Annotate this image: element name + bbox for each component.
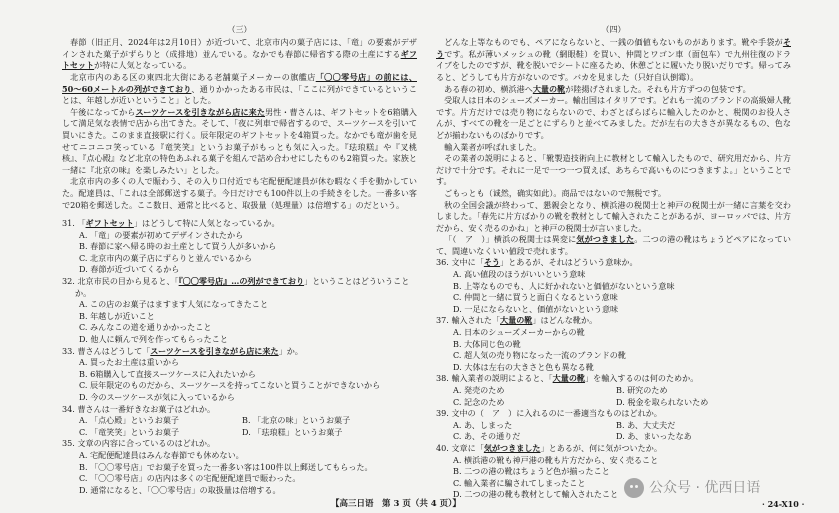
- answer-option-a: A. 横浜港の靴も神戸港の靴も片方だから、安く売ること: [453, 454, 659, 465]
- stem-text: 38. 輸入業者の説明によると、「: [436, 373, 553, 384]
- question-31: [62, 218, 417, 276]
- stem-text: 31. 「: [62, 218, 86, 229]
- answer-option-b: B. 大体同じ色の靴: [453, 338, 521, 349]
- question-37: [436, 315, 791, 373]
- answer-option-b: B. 上等なものでも、人に好かれないと価値がないという意味: [453, 280, 675, 291]
- passage-text: が特に人気となっている。: [94, 60, 192, 71]
- answer-option-b: B. 年越しが近いこと: [79, 310, 155, 321]
- passage-paragraph: [436, 153, 791, 188]
- answer-option-a: A. 「竜」の要素が初めてデザインされたから: [79, 229, 244, 240]
- answer-option-c: C. 超人気の売り物になった一流のブランドの靴: [453, 350, 626, 361]
- passage-text: 男性・曹さんは、ギフトセットを6箱購入して満足気な表情で店から出てきた。そして、「夜に列車で帰省するので、スーツケースを引いて買いにきた。このまま直接駅に行く。辰年限定のギフトセットを4箱買った。なかでも竜が歯を見せてニコニコ笑っている『竜笑笑』というお菓子がもっとも気に入った。『珐琅糕』や『叉桃核』、『点心殿』など北京の特色あふれる菓子を組んで詰め合わせにしたものも2箱買った。家族と一緒に『北京の味』を楽しみたい」とした。: [62, 106, 417, 175]
- answer-option-c: C. 北京市内の菓子店にずらりと並んでいるから: [79, 252, 252, 263]
- answer-option-b: B. 研究のため: [616, 385, 668, 395]
- question-33: [62, 346, 417, 404]
- answer-option-d: D. 税金を取られないため: [616, 396, 709, 407]
- stem-text: 」とあるが、それはどういう意味か。: [500, 257, 638, 268]
- underlined-phrase: 気がつきました: [483, 442, 541, 453]
- passage-text: ある春の初め、横浜港へ: [444, 83, 533, 94]
- answer-option-c: C. 「竜笑笑」というお菓子: [79, 426, 180, 437]
- answer-option-a: A. 高い値段のほうがいいという意味: [453, 269, 586, 280]
- passage-paragraph: [436, 188, 791, 200]
- passage-text: どんな上等なものでも、ペアにならないと、一銭の価値もないものがあります。靴や手袋が: [444, 37, 783, 48]
- question-32: [62, 276, 417, 346]
- passage-text: です。私が薄いメッシュの靴（網眼鞋）を買い、仲間とワゴン車（面包车）で九州往復のドライブをしたのですが、靴を脱いでシートに座るため、休憩ごとに履いたり脱いだりです。帰ってみると、どうしても片方がないのです。バカを見ました（只好自认倒霉）。: [436, 48, 791, 82]
- answer-option-b: B. あ、大丈夫だ: [616, 419, 676, 430]
- stem-text: 33. 曹さんはどうして「: [62, 345, 151, 356]
- passage-text: ごもっとも（诚然，确实如此）。商品ではないので無税です。: [444, 187, 667, 198]
- underlined-phrase: 「〇〇零号店」の前には、50〜60メートルの列ができており: [62, 71, 417, 94]
- passage-text: 北京市内の多くの人で賑わう、その入り口付近でも宅配便配達員が休む暇なく手を動かしていた。配達員は、「これは全部郵送する菓子。今日だけでも100件以上の手続きをした。一番多い客で20箱を郵送した。ここ数日、通常と比べると、取扱量（処理量）は倍増する」のだという。: [62, 176, 417, 210]
- question-stem: [436, 443, 791, 455]
- passage-text: 、通りかかったある市民は、「ここに列ができているということは、年越しが近いということ」とした。: [62, 83, 418, 106]
- passage-paragraph: [62, 37, 417, 72]
- question-35: [62, 438, 417, 496]
- answer-option-a: A. あ、しまった: [453, 419, 513, 430]
- answer-option-a: A. この店のお菓子はますます人気になってきたこと: [79, 299, 269, 310]
- question-stem: 35. 文章の内容に合っているのはどれか。: [62, 438, 216, 449]
- answer-options: [436, 420, 791, 443]
- answer-option-d: D. 今のスーツケースが気に入っているから: [79, 392, 235, 402]
- stem-text: 」はどんな靴か。: [532, 315, 598, 326]
- passage-paragraph: [436, 234, 791, 257]
- passage-text: 秋の全国会議が終わって、懇親会となり、横浜港の税関士と神戸の税関士が一緒に言葉を交わしました。「春先に片方ばかりの靴を教材として輸入されたことがあるが、ヨーロッパでは、片方だから、安く売るのかね」と神戸の税関士が言いました。: [436, 199, 791, 233]
- stem-text: 」ということはどういうことか。: [75, 276, 410, 298]
- watermark: [624, 478, 760, 498]
- passage-text: 。二つの港の靴はちょうどペアになっていて、間違いなくいい値段で売れます。: [436, 234, 791, 256]
- answer-option-a: A. 宅配便配達員はみんな春節でも休めない。: [79, 449, 244, 460]
- section-heading: （三）: [227, 24, 252, 34]
- question-stem: 34. 曹さんは一番好きなお菓子はどれか。: [62, 403, 216, 414]
- answer-option-c: C. 辰年限定のものだから、スーツケースを持ってこないと買うことができないから: [79, 380, 381, 391]
- answer-option-c: C. あ、その通りだ: [453, 431, 521, 442]
- exam-code: · 24-X10 ·: [762, 499, 805, 509]
- answer-option-d: D. 二つの港の靴も教材として輸入されたこと: [453, 489, 619, 500]
- stem-text: 」か。: [278, 345, 303, 356]
- answer-option-d: D. 一足にならないと、価値がないという意味: [453, 303, 619, 314]
- answer-option-b: B. 「北京の味」というお菓子: [242, 415, 351, 426]
- underlined-phrase: スーツケースを引きながら店に来た: [135, 106, 265, 117]
- question-34: [62, 404, 417, 439]
- answer-options: [62, 415, 417, 438]
- passage-text: が陸揚げされました。それも片方ずつの包装です。: [565, 83, 751, 94]
- passage-text: 輸入業者が呼ばれました。: [444, 141, 542, 152]
- answer-option-c: C. 仲間と一緒に買うと面白くなるという意味: [453, 292, 618, 303]
- stem-text: 32. 北京市民の目から見ると、「: [62, 276, 179, 287]
- answer-option-d: D. 他人に頼んで列を作ってもらったこと: [79, 334, 228, 345]
- answer-option-c: C. 記念のため: [453, 396, 505, 407]
- answer-options: [436, 385, 791, 408]
- underlined-phrase: 『〇〇零号店』…の列ができており: [178, 276, 305, 287]
- question-stem: [62, 346, 417, 358]
- answer-option-a: A. 発売のため: [453, 385, 505, 395]
- question-list: [62, 218, 417, 496]
- underlined-phrase: 大量の靴: [532, 83, 566, 94]
- passage-paragraph: [436, 37, 791, 83]
- answer-option-a: A. 「点心殿」というお菓子: [79, 415, 180, 426]
- passage-text: 春節（旧正月、2024年は2月10日）が近づいて、北京市内の菓子店には、「竜」の要素がデザインされた菓子がずらりと（成排地）並んでいる。なかでも春節に帰省する際の土産にする: [62, 37, 417, 59]
- underlined-phrase: そう: [483, 257, 501, 268]
- passage-paragraph: [436, 142, 791, 154]
- passage-paragraph: [436, 84, 791, 96]
- stem-text: 」はどうして特に人気となっているか。: [133, 218, 280, 229]
- page-footer: 【高三日语 第 3 页（共 4 页）】: [331, 499, 461, 509]
- answer-option-a: A. 日本のシューズメーカーからの靴: [453, 327, 585, 338]
- answer-option-a: A. 買ったお土産は重いから: [79, 357, 180, 368]
- passage-text: 受取人は日本のシューズメーカー。輸出国はイタリアです。どれも一流のブランドの高級婦人靴です。片方だけでは売り物にならないので、わざとばらばらに輸入したのかと、税関のお役人さんが、すべての靴を一足ごとにずらりと並べてみました。だが左右の大きさが異なるもの、色などが揃わないものばかりです。: [436, 95, 791, 140]
- passage-paragraph: [436, 200, 791, 235]
- stem-text: 37. 輸入された「: [436, 315, 501, 326]
- section-four: [436, 24, 791, 501]
- question-stem: [62, 276, 417, 299]
- question-stem: [436, 315, 791, 327]
- underlined-phrase: 大量の靴: [552, 373, 586, 384]
- wechat-icon: [624, 478, 644, 498]
- question-stem: [62, 218, 417, 230]
- section-heading: （四）: [601, 24, 626, 34]
- question-stem: [436, 257, 791, 269]
- answer-option-c: C. 「〇〇零号店」の店内は多くの宅配便配達員で賑わった。: [79, 473, 301, 484]
- answer-option-b: B. 6箱購入して直接スーツケースに入れたいから: [79, 368, 256, 379]
- underlined-phrase: ギフトセット: [62, 48, 417, 71]
- passage-text: 北京市内のある区の東四北大街にある老舗菓子メーカーの旗艦店: [70, 71, 316, 82]
- question-36: [436, 257, 791, 315]
- passage-paragraph: [62, 107, 417, 177]
- answer-option-b: B. 二つの港の靴はちょうど色が揃ったこと: [453, 466, 610, 477]
- answer-option-d: D. 大体は左右の大きさと色も異なる靴: [453, 361, 594, 372]
- underlined-phrase: スーツケースを引きながら店に来た: [150, 345, 279, 356]
- answer-option-b: B. 春節に家へ帰る時のお土産として買う人が多いから: [79, 241, 277, 252]
- passage-paragraph: [62, 176, 417, 211]
- watermark-text: 公众号 · 优西日语: [649, 480, 761, 496]
- question-list: [436, 257, 791, 500]
- stem-text: 40. 文章に「: [436, 442, 484, 453]
- question-38: [436, 373, 791, 408]
- answer-option-c: C. みんなこの道を通りかかったこと: [79, 322, 212, 333]
- underlined-phrase: そう: [436, 37, 791, 59]
- answer-option-d: D. あ、まいったなあ: [616, 431, 692, 442]
- answer-option-b: B. 「〇〇零号店」でお菓子を買った一番多い客は100件以上郵送してもらった。: [79, 461, 373, 472]
- question-stem: [436, 373, 791, 385]
- answer-option-d: D. 通常になると、「〇〇零号店」の取扱量は倍増する。: [79, 484, 281, 495]
- underlined-phrase: ギフトセット: [85, 218, 134, 229]
- passage-text: その業者の説明によると、「靴製造技術向上に教材として輸入したもので、研究用だから、片方だけで十分です。それに一足で一つ一つ買えば、あちらで高いものにつきますよ。」ということです。: [436, 153, 791, 187]
- passage-text: 午後になってから: [70, 106, 136, 117]
- answer-option-d: D. 「珐琅糕」というお菓子: [242, 426, 343, 437]
- passage-paragraph: [62, 72, 417, 107]
- stem-text: 」を輸入するのは何のためか。: [585, 373, 699, 384]
- underlined-phrase: 大量の靴: [500, 315, 533, 326]
- passage-text: 「（ ア ）」横浜の税関士は異変に: [444, 234, 577, 245]
- stem-text: 」とあるが、何に気がついたか。: [540, 442, 662, 453]
- question-39: [436, 408, 791, 443]
- stem-text: 36. 文中に「: [436, 257, 484, 268]
- answer-option-d: D. 春節が近づいてくるから: [79, 264, 180, 275]
- answer-option-c: C. 輸入業者に騙されてしまったこと: [453, 477, 586, 488]
- passage-paragraph: [436, 95, 791, 141]
- section-three: [62, 24, 417, 496]
- underlined-phrase: 気がつきました: [576, 234, 635, 245]
- question-stem: 39. 文中の（ ア ）に入れるのに一番適当なものはどれか。: [436, 408, 662, 419]
